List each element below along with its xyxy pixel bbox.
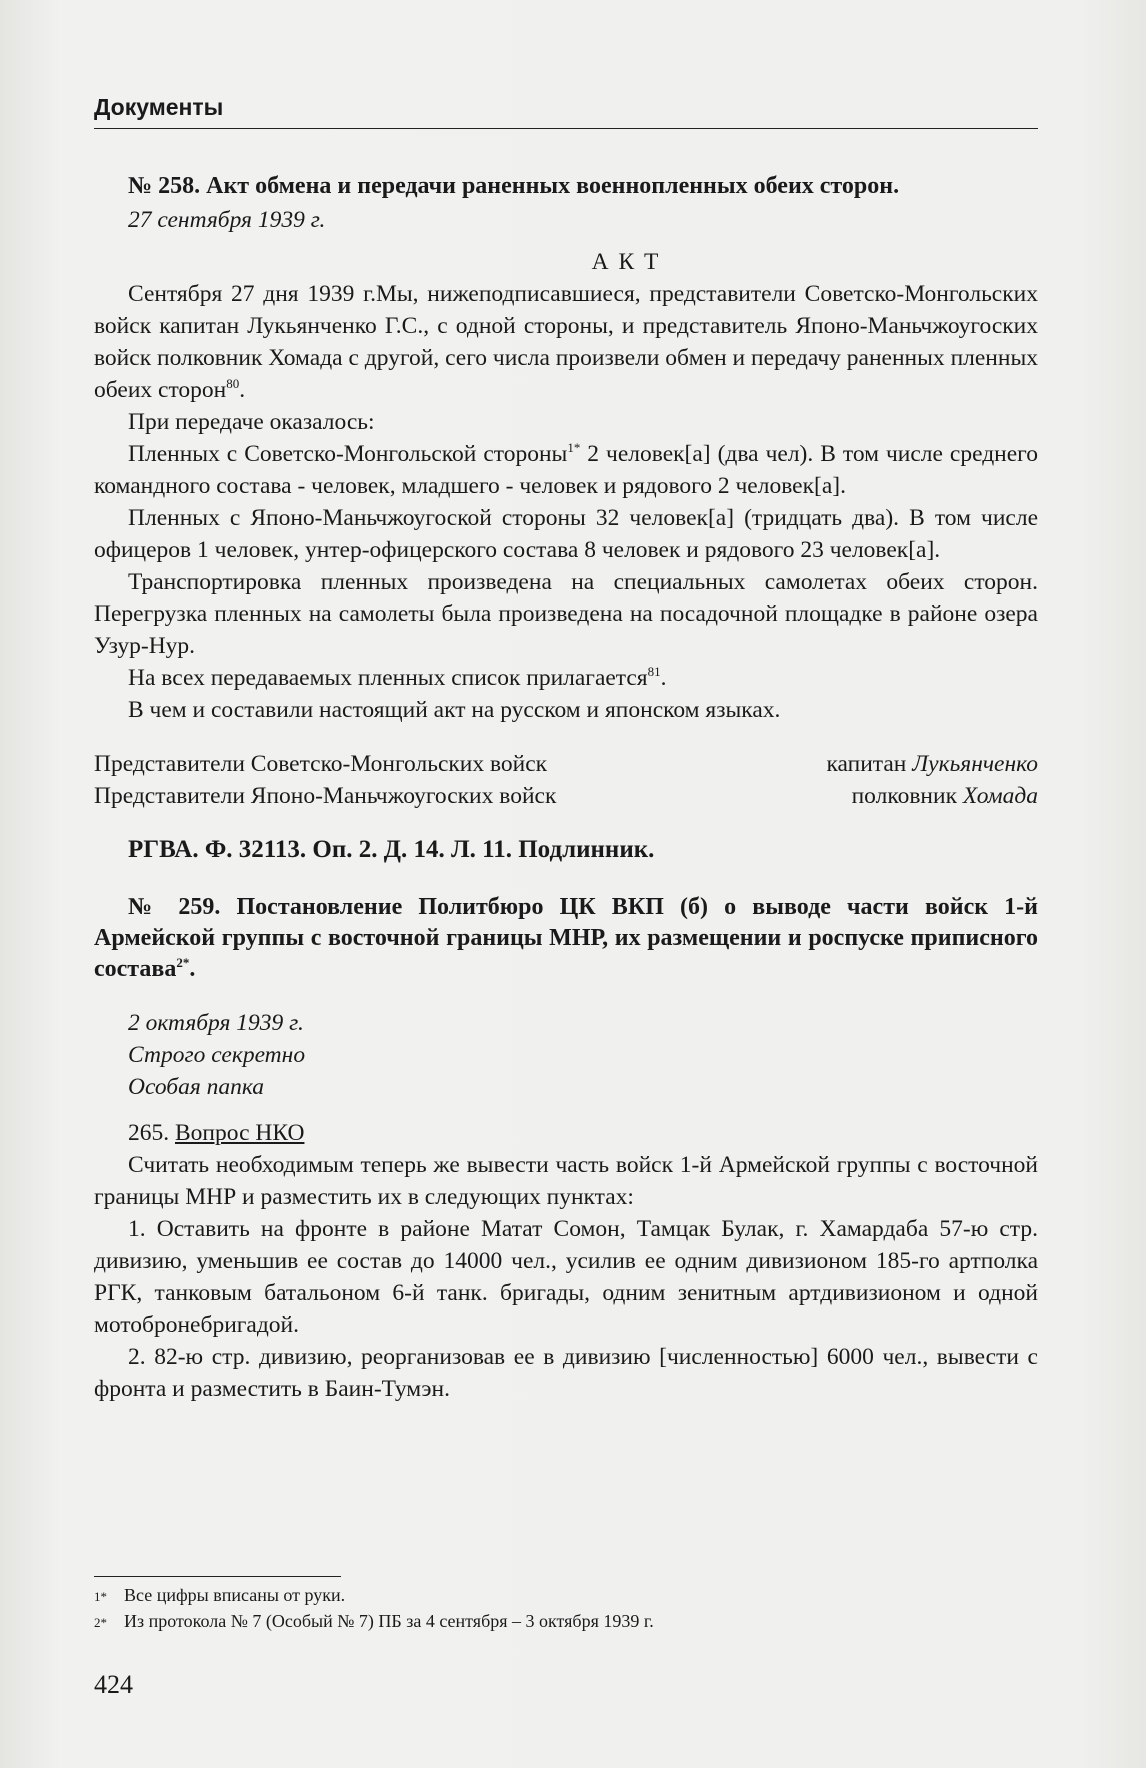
special-folder-label: Особая папка <box>128 1074 265 1100</box>
main-content <box>94 170 1038 1405</box>
doc-258-paragraph-5: Транспортировка пленных произведена на специальных самолетах обеих сторон. Перегрузка пленных на самолеты была произведена на посадочной площадке в районе озера Узур-Нур. <box>94 569 1038 659</box>
footnote-ref-1: 1* <box>567 440 581 456</box>
doc-259-date: 2 октября 1939 г. <box>128 1010 304 1036</box>
doc-259-paragraph-1: Считать необходимым теперь же вывести часть войск 1-й Армейской группы с восточной границы МНР и разместить их в следующих пунктах: <box>94 1152 1038 1210</box>
signature-1-label: Представители Советско-Монгольских войск <box>94 751 548 777</box>
footnote-1-mark: 1* <box>94 1589 107 1604</box>
signature-2-label: Представители Японо-Маньчжоугоских войск <box>94 783 557 809</box>
signature-row-2 <box>94 780 1038 812</box>
item-265: 265. Вопрос НКО <box>128 1120 305 1146</box>
footnotes <box>94 1576 1038 1635</box>
doc-258-title: № 258. Акт обмена и передачи раненных военнопленных обеих сторон. <box>128 173 900 199</box>
signature-row-1 <box>94 748 1038 780</box>
footnote-2-mark: 2* <box>94 1615 107 1630</box>
footnote-2 <box>94 1609 1038 1635</box>
header-title: Документы <box>94 94 224 120</box>
doc-258-paragraph-2: При передаче оказалось: <box>128 409 375 435</box>
doc-259-title: № 259. Постановление Политбюро ЦК ВКП (б) о выводе части войск 1-й Армейской группы с восточной границы МНР, их размещении и роспуске приписного состава$^{2*}$. <box>94 894 1038 982</box>
doc-258-paragraph-6: На всех передаваемых пленных список прилагается$^{81}$. <box>128 664 667 691</box>
doc-258-paragraph-4: Пленных с Японо-Маньчжоугоской стороны 32 человек[а] (тридцать два). В том числе офицеров 1 человек, унтер-офицерского состава 8 человек и рядового 23 человек[а]. <box>94 505 1038 563</box>
signature-2-name: полковник Хомада <box>851 783 1038 809</box>
footnote-1-text: Все цифры вписаны от руки. <box>124 1585 346 1605</box>
running-header <box>94 88 1038 129</box>
signature-1-name: капитан Лукьянченко <box>826 751 1038 777</box>
doc-258-paragraph-3: Пленных с Советско-Монгольской стороны$^{1*}$ 2 человек[а] (два чел). В том числе среднего командного состава - человек, младшего - человек и рядового 2 человек[а]. <box>94 440 1038 499</box>
footnote-rule <box>94 1576 341 1577</box>
footnote-1 <box>94 1583 1038 1609</box>
doc-258-archive-ref: РГВА. Ф. 32113. Оп. 2. Д. 14. Л. 11. Подлинник. <box>128 836 655 863</box>
act-heading: А К Т <box>591 249 661 275</box>
doc-258-paragraph-7: В чем и составили настоящий акт на русском и японском языках. <box>128 697 781 723</box>
footnote-ref-81: 81 <box>647 664 661 680</box>
item-265-label: Вопрос НКО <box>175 1120 305 1146</box>
footnote-2-text: Из протокола № 7 (Особый № 7) ПБ за 4 сентября – 3 октября 1939 г. <box>124 1611 654 1631</box>
doc-258-date: 27 сентября 1939 г. <box>128 207 326 233</box>
doc-258-paragraph-1: Сентября 27 дня 1939 г.Мы, нижеподписавшиеся, представители Советско-Монгольских войск капитан Лукьянченко Г.С., с одной стороны, и представитель Японо-Маньчжоугоских войск полковник Хомада с другой, сего числа произвели обмен и передачу раненных пленных обеих сторон$^{80}$. <box>94 281 1038 403</box>
footnote-ref-2: 2* <box>176 955 190 970</box>
page-number: 424 <box>94 1670 133 1699</box>
doc-259-paragraph-2: 1. Оставить на фронте в районе Матат Сомон, Тамцак Булак, г. Хамардаба 57-ю стр. дивизию, уменьшив ее состав до 14000 чел., усилив ее одним дивизионом 185-го артполка РГК, танковым батальоном 6-й танк. бригады, одним зенитным артдивизионом и одной мотобронебригадой. <box>94 1216 1038 1338</box>
footnote-ref-80: 80 <box>226 376 240 392</box>
doc-259-paragraph-3: 2. 82-ю стр. дивизию, реорганизовав ее в дивизию [численностью] 6000 чел., вывести с фронта и разместить в Баин-Тумэн. <box>94 1344 1038 1402</box>
secrecy-label: Строго секретно <box>128 1042 306 1068</box>
